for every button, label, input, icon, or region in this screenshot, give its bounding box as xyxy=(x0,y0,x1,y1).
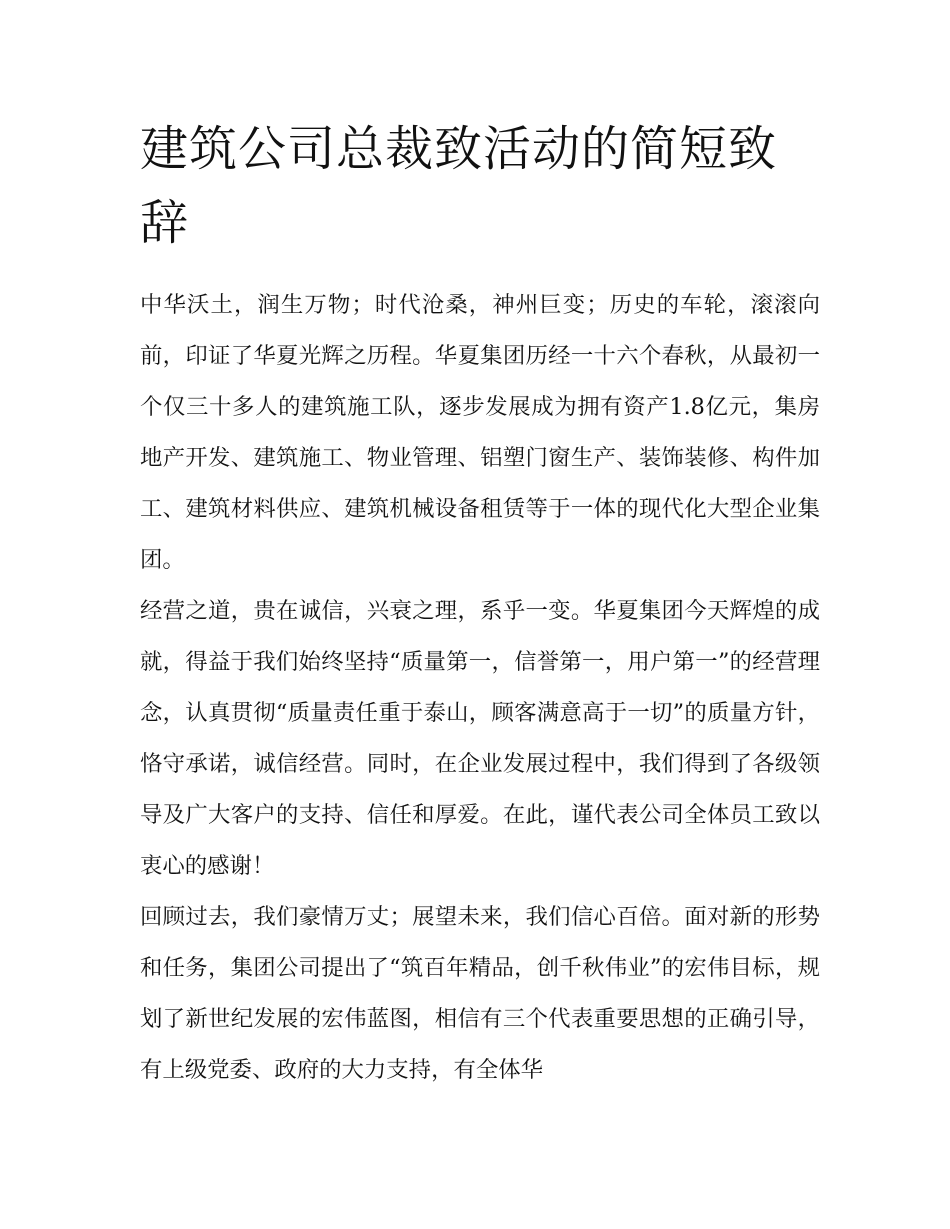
paragraph: 回顾过去，我们豪情万丈；展望未来，我们信心百倍。面对新的形势和任务，集团公司提出了“筑百年精品，创千秋伟业”的宏伟目标，规划了新世纪发展的宏伟蓝图，相信有三个代表重要思想的正确引导，有上级党委、政府的大力支持，有全体华 xyxy=(140,904,820,1083)
paragraph: 中华沃土，润生万物；时代沧桑，神州巨变；历史的车轮，滚滚向前，印证了华夏光辉之历程。华夏集团历经一十六个春秋，从最初一个仅三十多人的建筑施工队，逐步发展成为拥有资产1.8亿元，集房地产开发、建筑施工、物业管理、铝塑门窗生产、装饰装修、构件加工、建筑材料供应、建筑机械设备租赁等于一体的现代化大型企业集团。 xyxy=(140,292,820,573)
document-body xyxy=(140,280,820,1096)
paragraph: 经营之道，贵在诚信，兴衰之理，系乎一变。华夏集团今天辉煌的成就，得益于我们始终坚持“质量第一，信誉第一，用户第一”的经营理念，认真贯彻“质量责任重于泰山，顾客满意高于一切”的质量方针，恪守承诺，诚信经营。同时，在企业发展过程中，我们得到了各级领导及广大客户的支持、信任和厚爱。在此，谨代表公司全体员工致以衷心的感谢！ xyxy=(140,598,820,879)
document-title: 建筑公司总裁致活动的简短致辞 xyxy=(140,121,778,251)
